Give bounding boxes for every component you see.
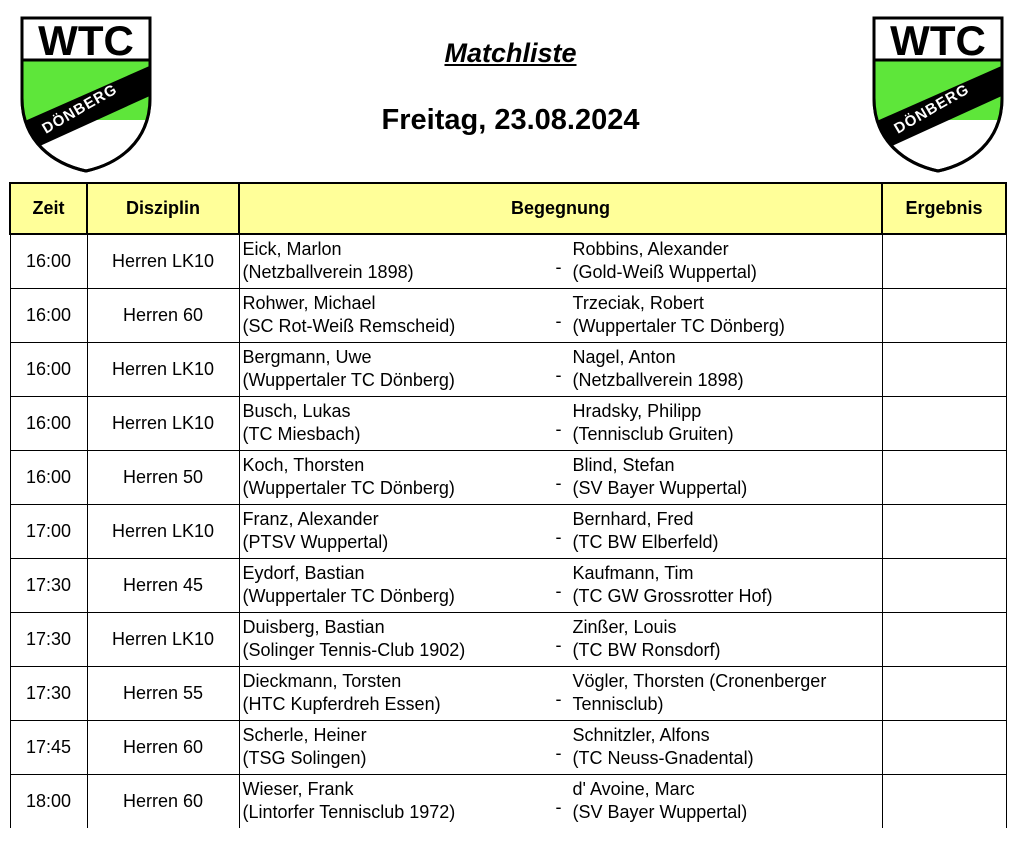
page-date: Freitag, 23.08.2024 <box>381 104 640 136</box>
match-time: 16:00 <box>10 451 87 505</box>
player-two <box>573 400 734 446</box>
match-discipline: Herren 60 <box>87 721 239 775</box>
player-one <box>243 292 456 338</box>
player-two-club: (Tennisclub Gruiten) <box>572 424 734 444</box>
player-one-club: (HTC Kupferdreh Essen) <box>242 694 441 714</box>
player-two <box>573 454 748 500</box>
player-one <box>243 562 455 608</box>
player-two-name: Trzeciak, Robert <box>572 293 704 313</box>
match-pairing <box>239 505 882 559</box>
player-one-name: Bergmann, Uwe <box>242 347 372 367</box>
player-one-name: Rohwer, Michael <box>242 293 376 313</box>
player-two-club: (TC Neuss-Gnadental) <box>572 748 754 768</box>
player-one-club: (Wuppertaler TC Dönberg) <box>242 586 455 606</box>
player-one-club: (TSG Solingen) <box>242 748 367 768</box>
match-time: 17:30 <box>10 613 87 667</box>
match-pairing <box>239 397 882 451</box>
player-two-club: (TC BW Elberfeld) <box>572 532 719 552</box>
match-discipline: Herren 60 <box>87 289 239 343</box>
player-two-name: Bernhard, Fred <box>572 509 694 529</box>
player-one-club: (TC Miesbach) <box>242 424 361 444</box>
match-time: 16:00 <box>10 289 87 343</box>
header-zeit: Zeit <box>10 183 87 234</box>
match-result <box>882 505 1006 559</box>
match-discipline: Herren LK10 <box>87 613 239 667</box>
match-pairing <box>239 289 882 343</box>
player-one-club: (Netzballverein 1898) <box>242 262 414 282</box>
player-one <box>243 454 455 500</box>
player-one <box>243 400 361 446</box>
player-two <box>573 562 773 608</box>
player-two <box>573 238 757 284</box>
match-discipline: Herren LK10 <box>87 234 239 289</box>
player-two-club: (SV Bayer Wuppertal) <box>572 478 748 498</box>
player-one-name: Franz, Alexander <box>242 509 379 529</box>
logo-arc-text: DÖNBERG <box>39 80 121 138</box>
player-two-club: (Wuppertaler TC Dönberg) <box>572 316 785 336</box>
player-one-name: Eydorf, Bastian <box>242 563 365 583</box>
player-two-club: Tennisclub) <box>572 694 664 714</box>
match-result <box>882 289 1006 343</box>
player-one <box>243 238 414 284</box>
match-separator: - <box>555 527 562 547</box>
player-two <box>573 778 748 824</box>
player-one-name: Koch, Thorsten <box>242 455 365 475</box>
match-separator: - <box>555 743 562 763</box>
match-time: 18:00 <box>10 775 87 829</box>
player-two-club: (TC BW Ronsdorf) <box>572 640 721 660</box>
match-time: 17:30 <box>10 667 87 721</box>
player-two-name: Hradsky, Philipp <box>572 401 702 421</box>
match-time: 17:45 <box>10 721 87 775</box>
player-two-name: Kaufmann, Tim <box>572 563 694 583</box>
match-pairing <box>239 775 882 829</box>
player-one-name: Scherle, Heiner <box>242 725 367 745</box>
player-one-club: (PTSV Wuppertal) <box>242 532 389 552</box>
table-row <box>10 397 1006 451</box>
match-time: 17:00 <box>10 505 87 559</box>
table-row <box>10 775 1006 829</box>
player-two <box>573 292 785 338</box>
match-time: 16:00 <box>10 234 87 289</box>
player-one-name: Wieser, Frank <box>242 779 354 799</box>
player-two-club: (SV Bayer Wuppertal) <box>572 802 748 822</box>
table-row <box>10 234 1006 289</box>
player-one <box>243 724 367 770</box>
table-row <box>10 721 1006 775</box>
player-two-name: Blind, Stefan <box>572 455 675 475</box>
match-separator: - <box>555 797 562 817</box>
match-pairing <box>239 559 882 613</box>
match-discipline: Herren LK10 <box>87 505 239 559</box>
player-two <box>573 508 719 554</box>
player-two-name: Schnitzler, Alfons <box>572 725 710 745</box>
player-two-name: Vögler, Thorsten (Cronenberger <box>572 671 827 691</box>
player-two <box>573 616 721 662</box>
match-result <box>882 559 1006 613</box>
match-discipline: Herren 55 <box>87 667 239 721</box>
match-result <box>882 721 1006 775</box>
player-two-name: Robbins, Alexander <box>572 239 729 259</box>
table-row <box>10 613 1006 667</box>
player-two-name: Zinßer, Louis <box>572 617 677 637</box>
logo-wtc-text: WTC <box>890 17 986 64</box>
match-discipline: Herren 50 <box>87 451 239 505</box>
match-result <box>882 667 1006 721</box>
match-separator: - <box>555 257 562 277</box>
table-row <box>10 559 1006 613</box>
player-one-club: (Solinger Tennis-Club 1902) <box>242 640 466 660</box>
header-disziplin: Disziplin <box>87 183 239 234</box>
match-separator: - <box>555 581 562 601</box>
player-one-club: (Lintorfer Tennisclub 1972) <box>242 802 456 822</box>
match-pairing <box>239 613 882 667</box>
match-separator: - <box>555 311 562 331</box>
match-result <box>882 234 1006 289</box>
match-separator: - <box>555 635 562 655</box>
match-result <box>882 343 1006 397</box>
logo-arc-text: DÖNBERG <box>891 80 973 138</box>
player-one-name: Duisberg, Bastian <box>242 617 385 637</box>
player-one-name: Eick, Marlon <box>242 239 342 259</box>
match-separator: - <box>555 365 562 385</box>
match-result <box>882 451 1006 505</box>
table-row <box>10 451 1006 505</box>
match-discipline: Herren LK10 <box>87 343 239 397</box>
match-table <box>9 182 1007 828</box>
player-one <box>243 616 466 662</box>
match-time: 16:00 <box>10 343 87 397</box>
match-separator: - <box>555 689 562 709</box>
table-row <box>10 505 1006 559</box>
player-one-name: Busch, Lukas <box>242 401 351 421</box>
match-time: 17:30 <box>10 559 87 613</box>
table-row <box>10 289 1006 343</box>
match-discipline: Herren 60 <box>87 775 239 829</box>
page-title: Matchliste <box>444 38 577 68</box>
match-result <box>882 397 1006 451</box>
match-pairing <box>239 343 882 397</box>
player-one-name: Dieckmann, Torsten <box>242 671 402 691</box>
table-row <box>10 667 1006 721</box>
player-two <box>573 346 744 392</box>
player-one-club: (SC Rot-Weiß Remscheid) <box>242 316 456 336</box>
header-begegnung: Begegnung <box>239 183 882 234</box>
match-pairing <box>239 721 882 775</box>
table-header-row <box>10 183 1006 234</box>
match-pairing <box>239 451 882 505</box>
player-one <box>243 508 389 554</box>
match-discipline: Herren 45 <box>87 559 239 613</box>
match-result <box>882 613 1006 667</box>
table-row <box>10 343 1006 397</box>
player-one <box>243 778 456 824</box>
player-two-club: (Gold-Weiß Wuppertal) <box>572 262 757 282</box>
player-one <box>243 670 441 716</box>
player-one-club: (Wuppertaler TC Dönberg) <box>242 478 455 498</box>
match-pairing <box>239 667 882 721</box>
logo-wtc-text: WTC <box>38 17 134 64</box>
player-two <box>573 670 827 716</box>
player-one <box>243 346 455 392</box>
match-separator: - <box>555 419 562 439</box>
match-separator: - <box>555 473 562 493</box>
player-two-name: d' Avoine, Marc <box>572 779 695 799</box>
player-two-club: (TC GW Grossrotter Hof) <box>572 586 773 606</box>
match-discipline: Herren LK10 <box>87 397 239 451</box>
player-two-club: (Netzballverein 1898) <box>572 370 744 390</box>
match-pairing <box>239 234 882 289</box>
player-two-name: Nagel, Anton <box>572 347 676 367</box>
player-two <box>573 724 754 770</box>
player-one-club: (Wuppertaler TC Dönberg) <box>242 370 455 390</box>
match-time: 16:00 <box>10 397 87 451</box>
match-result <box>882 775 1006 829</box>
header-ergebnis: Ergebnis <box>882 183 1006 234</box>
